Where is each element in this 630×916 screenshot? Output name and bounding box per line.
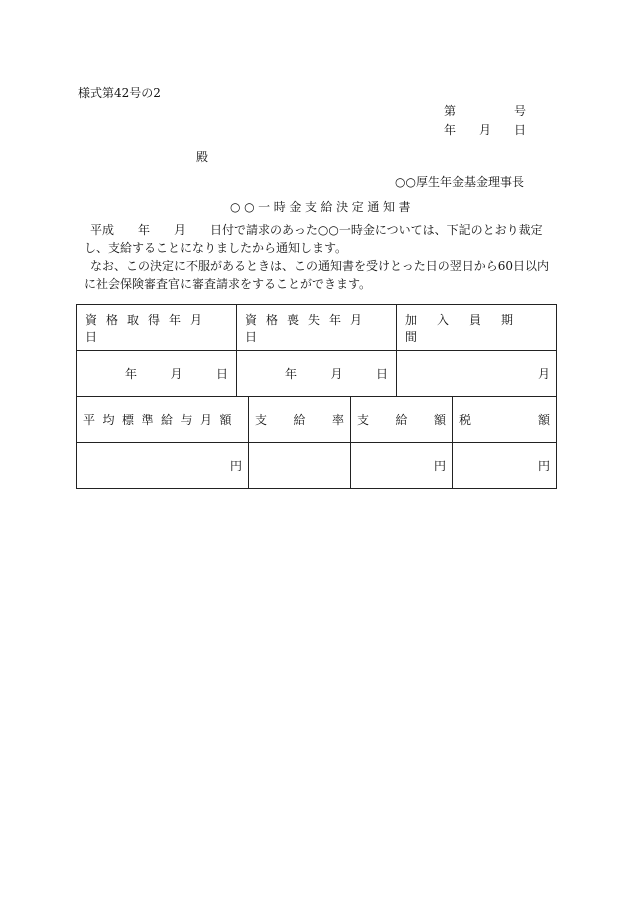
header-payment-amount	[351, 397, 453, 443]
header-acquisition-date-text: 資格取得年月日	[85, 312, 212, 344]
header-payment-rate	[249, 397, 351, 443]
header-acquisition-date	[77, 305, 237, 351]
header-loss-date	[237, 305, 397, 351]
benefit-table	[76, 396, 557, 489]
rate-label-1: 支	[255, 413, 268, 427]
number-prefix: 第	[444, 104, 457, 118]
acquisition-date-value	[77, 351, 237, 397]
payment-rate-value	[249, 443, 351, 489]
amount-label-1: 支	[357, 413, 370, 427]
header-membership-period-text: 加入員期間	[405, 312, 534, 344]
loss-day: 日	[375, 367, 388, 381]
date-year: 年	[444, 123, 457, 137]
tax-label-2: 額	[537, 413, 550, 427]
loss-year: 年	[285, 367, 298, 381]
period-unit: 月	[537, 367, 550, 381]
paragraph-2-line-2: に社会保険審査官に審査請求をすることができます。	[84, 277, 372, 291]
acq-year: 年	[125, 367, 138, 381]
loss-date-value	[237, 351, 397, 397]
tax-label-1: 税	[459, 413, 472, 427]
membership-period-value	[397, 351, 557, 397]
paragraph-1-line-1: 平成 年 月 日付で請求のあった○○一時金については、下記のとおり裁定	[90, 223, 543, 237]
tax-amount-value	[453, 443, 557, 489]
loss-month: 月	[330, 367, 343, 381]
header-average-salary	[77, 397, 249, 443]
rate-label-3: 率	[331, 413, 344, 427]
payment-amount-value	[351, 443, 453, 489]
amount-label-2: 給	[395, 413, 408, 427]
header-membership-period	[397, 305, 557, 351]
rate-label-2: 給	[293, 413, 306, 427]
document-title: ○○一時金支給決定通知書	[230, 200, 415, 214]
document-number	[444, 104, 526, 118]
acq-day: 日	[215, 367, 228, 381]
qualification-table	[76, 304, 557, 397]
header-tax-amount	[453, 397, 557, 443]
paragraph-2-line-1: なお、この決定に不服があるときは、この通知書を受けとった日の翌日から60日以内	[90, 259, 550, 273]
form-number: 様式第42号の2	[78, 86, 161, 100]
amount-label-3: 額	[433, 413, 446, 427]
amount-unit: 円	[433, 459, 446, 473]
header-loss-date-text: 資格喪失年月日	[245, 312, 372, 344]
tax-unit: 円	[537, 459, 550, 473]
header-average-salary-text: 平均標準給与月額	[83, 413, 240, 427]
paragraph-1-line-2: し、支給することになりましたから通知します。	[84, 241, 348, 255]
avg-unit: 円	[229, 459, 242, 473]
body-text	[78, 221, 554, 293]
issuer-name: ○○厚生年金基金理事長	[395, 175, 524, 189]
acq-month: 月	[170, 367, 183, 381]
average-salary-value	[77, 443, 249, 489]
number-suffix: 号	[513, 104, 526, 118]
date-day: 日	[513, 123, 526, 137]
addressee-suffix: 殿	[196, 150, 209, 164]
issue-date	[444, 123, 526, 137]
date-month: 月	[478, 123, 491, 137]
